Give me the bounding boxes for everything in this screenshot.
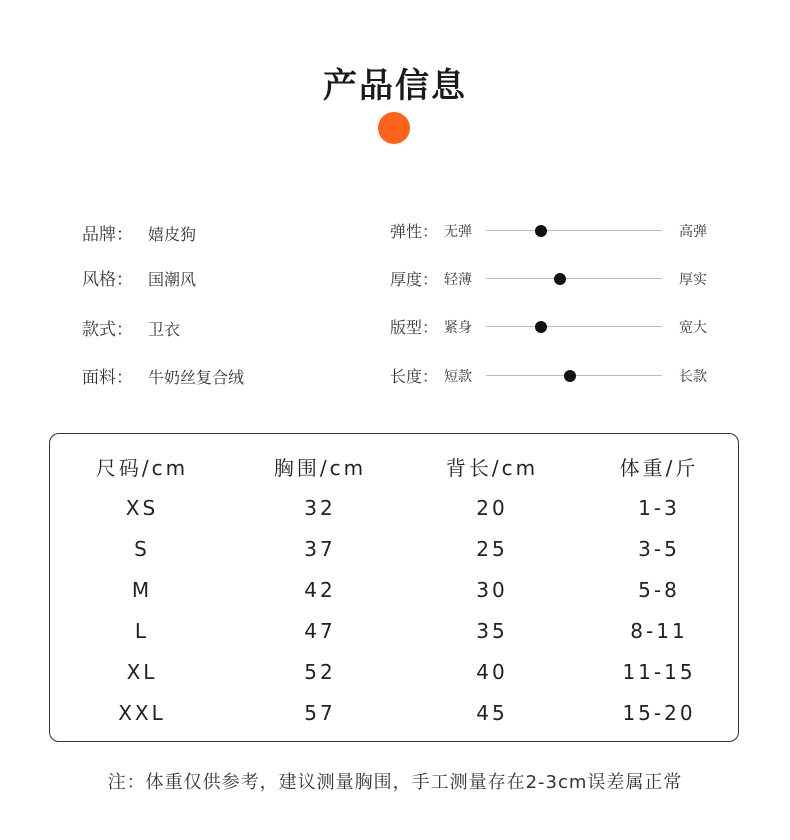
table-cell: 11-15 — [622, 659, 696, 684]
table-row — [50, 692, 740, 733]
table-cell: 30 — [476, 577, 508, 602]
attribute-brand — [82, 220, 196, 245]
table-row — [50, 569, 740, 610]
scale-high-label: 宽大 — [679, 320, 707, 336]
table-cell: 8-11 — [630, 618, 688, 643]
attribute-value: 牛奶丝复合绒 — [148, 368, 245, 387]
table-cell: 20 — [476, 495, 508, 520]
table-row — [50, 528, 740, 569]
table-cell: XXL — [118, 700, 166, 725]
table-cell: S — [134, 536, 150, 561]
attribute-type — [82, 315, 180, 340]
header-cell: 背长/cm — [445, 456, 539, 480]
table-cell: 37 — [304, 536, 336, 561]
attribute-label: 风格： — [82, 270, 133, 290]
table-cell: 47 — [304, 618, 336, 643]
scale-label: 长度： — [390, 367, 439, 386]
scale-knob — [554, 273, 566, 285]
table-cell: L — [134, 618, 150, 643]
table-cell: XL — [126, 659, 158, 684]
table-cell: 57 — [304, 700, 336, 725]
scale-fit — [390, 315, 720, 339]
scale-knob — [535, 321, 547, 333]
table-cell: 52 — [304, 659, 336, 684]
scale-track — [486, 230, 662, 231]
scale-label: 厚度： — [390, 270, 439, 289]
scale-track — [486, 326, 662, 327]
scale-label: 版型： — [390, 318, 439, 337]
scale-low-label: 短款 — [444, 369, 472, 385]
accent-dot — [378, 112, 410, 144]
table-cell: 32 — [304, 495, 336, 520]
table-row — [50, 651, 740, 692]
attribute-label: 品牌： — [82, 225, 133, 245]
table-cell: M — [131, 577, 153, 602]
table-cell: 35 — [476, 618, 508, 643]
table-cell: 1-3 — [638, 495, 680, 520]
scale-track — [486, 278, 662, 279]
scale-knob — [535, 225, 547, 237]
page-title: 产品信息 — [323, 66, 467, 106]
table-header-row — [50, 446, 740, 487]
table-cell: 42 — [304, 577, 336, 602]
attribute-label: 款式： — [82, 320, 133, 340]
scale-label: 弹性： — [390, 222, 439, 241]
attribute-style — [82, 265, 196, 290]
scale-high-label: 厚实 — [679, 272, 707, 288]
scale-length — [390, 364, 720, 388]
scale-high-label: 长款 — [679, 369, 707, 385]
scale-low-label: 紧身 — [444, 320, 472, 336]
scale-knob — [564, 370, 576, 382]
scale-low-label: 轻薄 — [444, 272, 472, 288]
header-cell: 胸围/cm — [273, 456, 367, 480]
scale-thickness — [390, 267, 720, 291]
table-row — [50, 610, 740, 651]
scale-low-label: 无弹 — [444, 224, 472, 240]
attribute-value: 嬉皮狗 — [148, 225, 197, 244]
table-cell: 25 — [476, 536, 508, 561]
table-cell: 3-5 — [638, 536, 680, 561]
attribute-fabric — [82, 363, 244, 388]
header-cell: 尺码/cm — [95, 456, 189, 480]
scale-high-label: 高弹 — [679, 224, 707, 240]
attribute-value: 国潮风 — [148, 270, 197, 289]
footnote: 注：体重仅供参考，建议测量胸围，手工测量存在2-3cm误差属正常 — [107, 772, 683, 793]
attribute-label: 面料： — [82, 368, 133, 388]
table-cell: 40 — [476, 659, 508, 684]
table-row — [50, 487, 740, 528]
attribute-value: 卫衣 — [148, 320, 181, 339]
size-table — [50, 434, 740, 733]
table-cell: XS — [125, 495, 159, 520]
scale-elasticity — [390, 219, 720, 243]
table-cell: 15-20 — [622, 700, 696, 725]
header-cell: 体重/斤 — [619, 456, 699, 480]
table-cell: 5-8 — [638, 577, 680, 602]
size-table-box — [49, 433, 739, 742]
table-cell: 45 — [476, 700, 508, 725]
